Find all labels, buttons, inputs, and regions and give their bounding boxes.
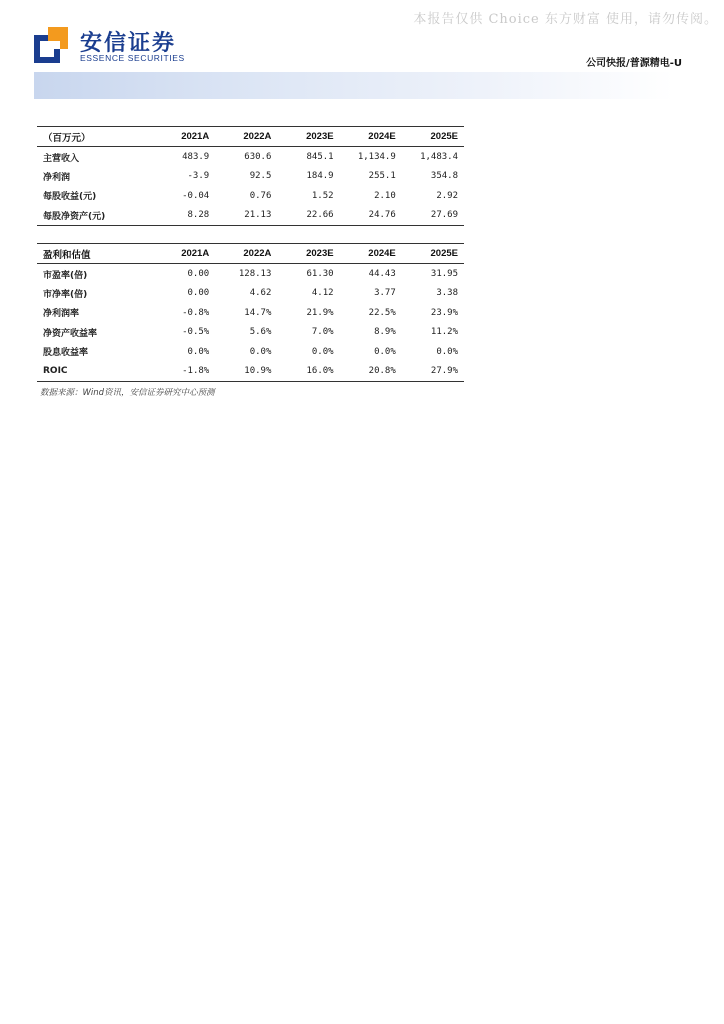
table-cell: -0.8% — [182, 307, 210, 318]
table-row — [37, 284, 464, 303]
table-cell: -0.5% — [182, 327, 210, 338]
table-cell: 22.5% — [368, 307, 396, 318]
row-label: 股息收益率 — [43, 348, 89, 359]
table-cell: 0.0% — [187, 346, 210, 357]
table-cell: 630.6 — [244, 152, 272, 163]
table-cell: 11.2% — [430, 327, 458, 338]
table-header-cell: 2021A — [181, 248, 210, 260]
table-cell: 92.5 — [249, 171, 272, 182]
row-label: 净利润率 — [43, 309, 80, 320]
table-cell: 61.30 — [306, 269, 334, 280]
table-row — [37, 186, 464, 205]
table-cell: 27.69 — [430, 210, 458, 221]
table-header-row — [37, 127, 464, 147]
table-cell: 5.6% — [249, 327, 272, 338]
row-label: 净资产收益率 — [43, 328, 98, 339]
table-cell: 1,134.9 — [357, 152, 396, 163]
table-cell: 0.0% — [374, 346, 396, 357]
logo-mark-icon — [34, 27, 68, 63]
table-header-cell: 盈利和估值 — [43, 249, 91, 261]
row-label: 净利润 — [43, 172, 71, 183]
table-header-cell: （百万元） — [43, 132, 91, 144]
table-cell: 44.43 — [368, 269, 396, 280]
table-cell: 1.52 — [311, 190, 334, 201]
company-logo — [34, 27, 254, 67]
header-banner — [34, 72, 674, 99]
row-label: 每股收益(元) — [43, 192, 97, 203]
table-cell: 845.1 — [306, 152, 334, 163]
table-cell: 0.0% — [249, 346, 272, 357]
table-cell: 14.7% — [244, 307, 272, 318]
table-cell: 184.9 — [306, 171, 334, 182]
table-header-row — [37, 244, 464, 264]
table-cell: -3.9 — [187, 171, 210, 182]
row-label: 市盈率(倍) — [43, 270, 88, 281]
table-cell: 2.10 — [374, 190, 396, 201]
table-cell: 0.76 — [249, 190, 272, 201]
table-cell: 0.0% — [311, 346, 334, 357]
table-cell: -0.04 — [182, 190, 210, 201]
profitability-valuation-table — [37, 243, 464, 382]
table-cell: 4.12 — [311, 288, 334, 299]
table-cell: 16.0% — [306, 366, 334, 377]
row-label: 市净率(倍) — [43, 289, 88, 300]
table-row — [37, 303, 464, 322]
logo-chinese-name: 安信证券 — [80, 31, 177, 56]
table-cell: 7.0% — [311, 327, 334, 338]
table-cell: 8.9% — [374, 327, 396, 338]
table-cell: 21.9% — [306, 307, 334, 318]
table-header-cell: 2025E — [430, 131, 458, 143]
table-cell: 2.92 — [436, 190, 458, 201]
table-cell: 27.9% — [430, 366, 458, 377]
watermark-text: 本报告仅供 Choice 东方财富 使用，请勿传阅。 — [413, 12, 718, 27]
data-source-note: 数据来源：Wind资讯，安信证券研究中心预测 — [40, 388, 215, 398]
table-cell: 354.8 — [430, 171, 458, 182]
table-cell: 21.13 — [244, 210, 272, 221]
table-header-cell: 2024E — [368, 131, 396, 143]
table-cell: 20.8% — [368, 366, 396, 377]
table-cell: 0.00 — [187, 288, 210, 299]
table-cell: 1,483.4 — [420, 152, 458, 163]
report-category-tag: 公司快报/普源精电-U — [586, 58, 682, 69]
table-cell: 10.9% — [244, 366, 272, 377]
row-label: ROIC — [43, 366, 68, 377]
table-cell: 3.38 — [436, 288, 458, 299]
table-header-cell: 2024E — [368, 248, 396, 260]
row-label: 每股净资产(元) — [43, 211, 106, 222]
table-row — [37, 206, 464, 226]
table-header-cell: 2022A — [243, 248, 272, 260]
table-row — [37, 361, 464, 381]
table-header-cell: 2021A — [181, 131, 210, 143]
table-header-cell: 2025E — [430, 248, 458, 260]
table-cell: -1.8% — [182, 366, 210, 377]
table-header-cell: 2023E — [306, 248, 334, 260]
table-cell: 8.28 — [187, 210, 210, 221]
row-label: 主营收入 — [43, 153, 80, 164]
table-cell: 23.9% — [430, 307, 458, 318]
table-cell: 0.00 — [187, 269, 210, 280]
logo-english-name: ESSENCE SECURITIES — [80, 53, 185, 63]
table-cell: 24.76 — [368, 210, 396, 221]
table-row — [37, 323, 464, 342]
table-cell: 31.95 — [430, 269, 458, 280]
table-cell: 3.77 — [374, 288, 396, 299]
table-header-cell: 2023E — [306, 131, 334, 143]
table-cell: 483.9 — [182, 152, 210, 163]
table-cell: 22.66 — [306, 210, 334, 221]
table-header-cell: 2022A — [243, 131, 272, 143]
financial-summary-table — [37, 126, 464, 226]
table-cell: 128.13 — [238, 269, 272, 280]
table-cell: 0.0% — [436, 346, 458, 357]
table-row — [37, 147, 464, 167]
table-row — [37, 264, 464, 284]
table-cell: 255.1 — [368, 171, 396, 182]
table-cell: 4.62 — [249, 288, 272, 299]
table-row — [37, 342, 464, 361]
table-row — [37, 167, 464, 186]
